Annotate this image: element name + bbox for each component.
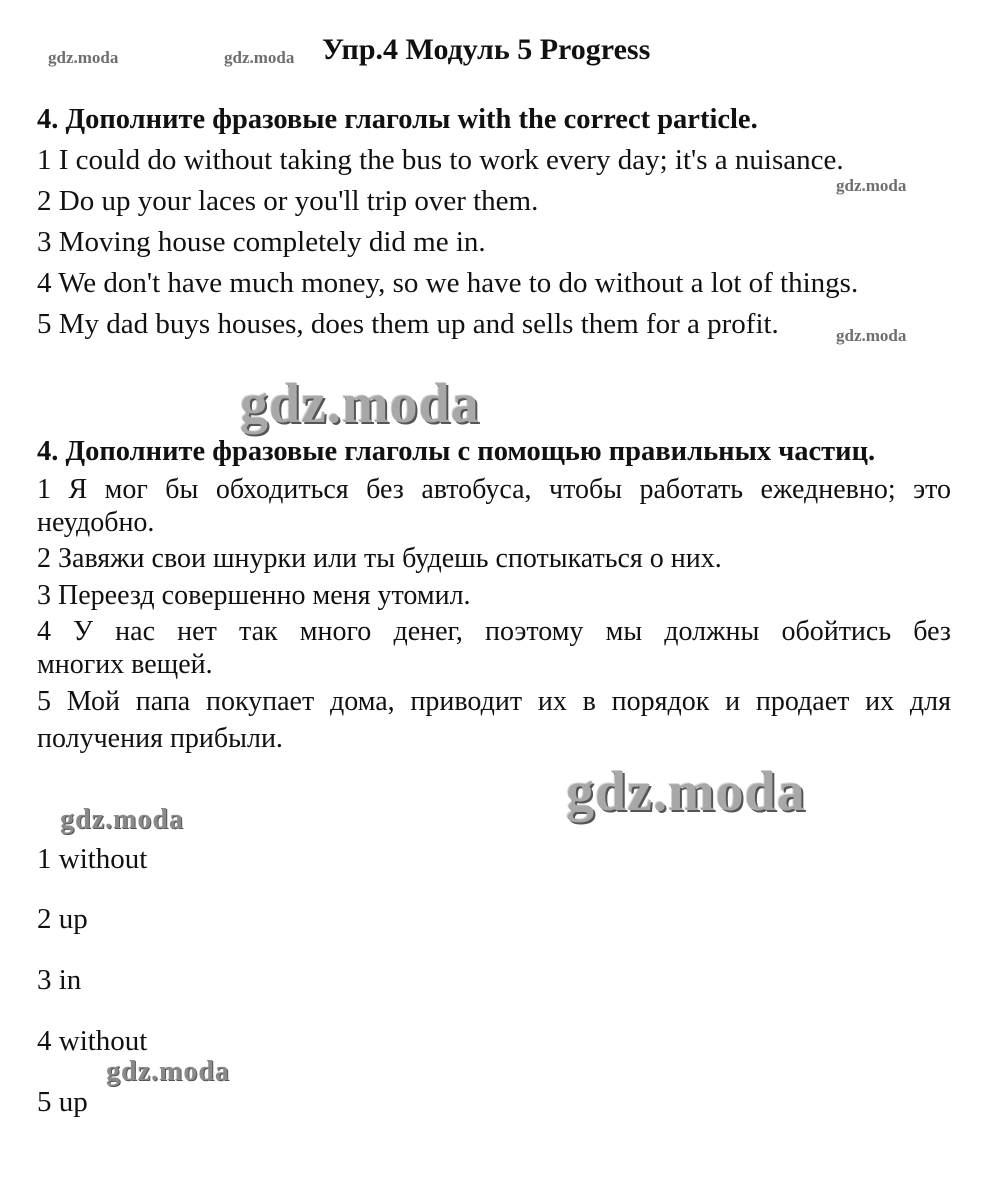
russian-line: получения прибыли. bbox=[37, 723, 283, 754]
russian-line: 2 Завяжи свои шнурки или ты будешь спотыкаться о них. bbox=[37, 543, 722, 574]
watermark: gdz.moda bbox=[48, 48, 119, 67]
watermark: gdz.moda bbox=[836, 326, 907, 345]
english-line: 4 We don't have much money, so we have to do without a lot of things. bbox=[37, 267, 859, 299]
watermark: gdz.moda bbox=[240, 373, 480, 435]
answer-item: 3 in bbox=[37, 964, 82, 996]
russian-line: многих вещей. bbox=[37, 649, 213, 680]
watermark: gdz.moda bbox=[224, 48, 295, 67]
english-heading: 4. Дополните фразовые глаголы with the correct particle. bbox=[37, 104, 758, 135]
russian-line: неудобно. bbox=[37, 507, 155, 538]
answer-item: 2 up bbox=[37, 903, 88, 935]
answer-item: 4 without bbox=[37, 1025, 148, 1057]
russian-line: 1 Я мог бы обходиться без автобуса, чтобы работать ежедневно; это bbox=[37, 474, 951, 505]
russian-line: 4 У нас нет так много денег, поэтому мы должны обойтись без bbox=[37, 616, 951, 647]
watermark: gdz.moda bbox=[566, 761, 806, 823]
page-title: Упр.4 Модуль 5 Progress bbox=[322, 33, 651, 66]
watermark: gdz.moda bbox=[836, 176, 907, 195]
watermark: gdz.moda bbox=[60, 804, 184, 835]
russian-heading: 4. Дополните фразовые глаголы с помощью правильных частиц. bbox=[37, 436, 876, 467]
russian-line: 3 Переезд совершенно меня утомил. bbox=[37, 580, 471, 611]
english-line: 3 Moving house completely did me in. bbox=[37, 226, 486, 258]
answer-item: 5 up bbox=[37, 1086, 88, 1118]
english-line: 5 My dad buys houses, does them up and sells them for a profit. bbox=[37, 308, 779, 340]
russian-line: 5 Мой папа покупает дома, приводит их в порядок и продает их для bbox=[37, 686, 951, 717]
english-line: 1 I could do without taking the bus to work every day; it's a nuisance. bbox=[37, 144, 844, 176]
watermark: gdz.moda bbox=[106, 1056, 230, 1087]
english-line: 2 Do up your laces or you'll trip over them. bbox=[37, 185, 539, 217]
answer-item: 1 without bbox=[37, 843, 148, 875]
